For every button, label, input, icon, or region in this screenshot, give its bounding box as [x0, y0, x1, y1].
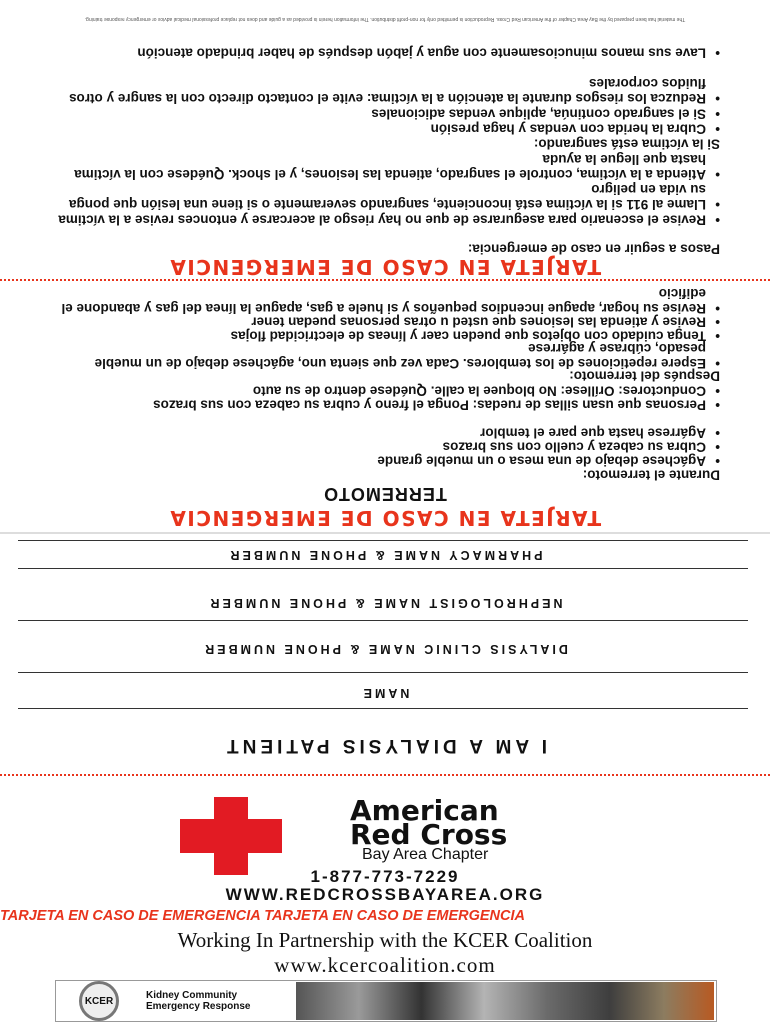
bleeding-heading: Si la víctima está sangrando:	[533, 136, 720, 152]
after-item-2: • Tenga cuidado con objetos que pueden caer y líneas de electricidad flojas	[230, 328, 720, 344]
after-item-4-text: Revise su hogar, apague incendios pequeños y si huele a gas, apague la línea del gas y abandone el edificio	[61, 286, 706, 317]
chapter-name: Bay Area Chapter	[362, 846, 489, 863]
earthquake-title: TARJETA EN CASO DE EMERGENCIA	[168, 506, 602, 530]
bleeding-item-2: • Si el sangrado continúa, aplique vendas adicionales	[371, 106, 720, 122]
during-item-3: • Agárrese hasta que pare el temblor	[480, 425, 720, 441]
step-3: • Atienda a la víctima, controle el sangrado, atienda las lesiones, y el shock. Quédese con la víctima hasta que llegue la ayuda	[74, 152, 720, 183]
pharmacy-line-bottom[interactable]	[18, 568, 748, 569]
step-2: • Llame al 911 si la víctima está inconciente, sangrando severamente o si tiene una lesión que ponga su vida en peligro	[69, 182, 720, 213]
during-item-3-text: Agárrese hasta que pare el temblor	[480, 425, 706, 441]
after-item-4: • Revise su hogar, apague incendios pequeños y si huele a gas, apague la línea del gas y abandone el edificio	[61, 286, 720, 317]
during-item-4: • Personas que usan sillas de ruedas: Ponga el freno y cubra su cabeza con sus brazos	[153, 397, 720, 413]
pharmacy-line-top	[18, 540, 748, 541]
during-item-5: • Conductores: Oríllese: No bloquee la calle. Quédese dentro de su auto	[252, 383, 720, 399]
during-item-1: • Agáchese debajo de una mesa o un mueble grande	[377, 453, 720, 469]
during-item-5-text: Conductores: Oríllese: No bloquee la calle. Quédese dentro de su auto	[252, 383, 706, 399]
bleeding-item-2-text: Si el sangrado continúa, aplique vendas adicionales	[371, 106, 706, 122]
bleeding-item-3-text: Reduzca los riesgos durante la atención a la víctima: evite el contacto directo con la sangre y otros fluidos corporales	[69, 76, 706, 107]
pharmacy-field-label: PHARMACY NAME & PHONE NUMBER	[227, 548, 543, 562]
disaster-photo-strip	[296, 982, 714, 1020]
bleeding-item-4-text: Lave sus manos minuciosamente con agua y jabón después de haber brindado atención	[137, 45, 706, 61]
divider-3	[0, 774, 770, 776]
steps-heading: Pasos a seguir en caso de emergencia:	[467, 241, 720, 257]
during-item-2: • Cubra su cabeza y cuello con sus brazos	[442, 439, 720, 455]
during-item-1-text: Agáchese debajo de una mesa o un mueble grande	[377, 453, 706, 469]
nephrologist-line[interactable]	[18, 620, 748, 621]
after-item-3: • Revise y atienda las lesiones que usted u otras personas puedan tener	[251, 314, 720, 330]
bleeding-item-1: • Cubra la herida con vendas y haga presión	[430, 121, 720, 137]
divider-1	[0, 279, 770, 281]
after-item-3-text: Revise y atienda las lesiones que usted u otras personas puedan tener	[251, 314, 706, 330]
name-line[interactable]	[18, 708, 748, 709]
org-name-line2: Red Cross	[350, 818, 508, 851]
during-heading: Durante el terremoto:	[582, 467, 720, 483]
after-item-1-text: Espere repeticiones de los temblores. Cada vez que sienta uno, agáchese debajo de un mueble pesado, cúbrase y agárrese	[94, 341, 706, 372]
bleeding-item-3: • Reduzca los riesgos durante la atención a la víctima: evite el contacto directo con la sangre y otros fluidos corporales	[69, 76, 720, 107]
first-aid-title: TARJETA EN CASO DE EMERGENCIA	[168, 255, 602, 279]
earthquake-subtitle: TERREMOTO	[323, 484, 447, 504]
after-item-1: • Espere repeticiones de los temblores. Cada vez que sienta uno, agáchese debajo de un mueble pesado, cúbrase y agárrese	[94, 341, 720, 372]
kcer-name-line1: Kidney Community	[146, 990, 238, 1001]
org-name-line1: American	[350, 794, 499, 827]
kcer-seal-icon	[56, 981, 142, 1021]
name-field-label: NAME	[360, 686, 410, 700]
phone-number: 1-877-773-7229	[310, 867, 460, 886]
clinic-line[interactable]	[18, 672, 748, 673]
step-2-text: Llame al 911 si la víctima está inconciente, sangrando severamente o si tiene una lesión que ponga su vida en peligro	[69, 182, 706, 213]
kcer-name	[146, 990, 296, 1012]
partnership-text: Working In Partnership with the KCER Coalition	[177, 928, 593, 952]
step-3-text: Atienda a la víctima, controle el sangrado, atienda las lesiones, y el shock. Quédese con la víctima hasta que llegue la ayuda	[74, 152, 706, 183]
fine-print: The material has been prepared by the Bay Area Chapter of the American Red Cross. Reproduction is permitted only for non-profit distribution. The information herein is provided as a guide and does not replace professional medical advice or emergency response training.	[84, 16, 686, 22]
nephrologist-field-label: NEPHROLOGIST NAME & PHONE NUMBER	[207, 596, 563, 610]
kcer-logo-strip	[55, 980, 717, 1022]
red-cross-logo-icon	[180, 797, 282, 875]
red-cross-website: WWW.REDCROSSBAYAREA.ORG	[225, 885, 545, 904]
during-item-2-text: Cubra su cabeza y cuello con sus brazos	[442, 439, 706, 455]
step-1-text: Revise el escenario para asegurarse de que no hay riesgo al acercarse y entonces revise a la víctima	[58, 212, 706, 228]
emergency-banner: TARJETA EN CASO DE EMERGENCIA TARJETA EN CASO DE EMERGENCIA	[0, 908, 525, 924]
after-heading: Después del terremoto:	[569, 368, 720, 384]
divider-2	[0, 532, 770, 534]
kcer-name-line2: Emergency Response	[146, 1001, 251, 1012]
bleeding-item-4: • Lave sus manos minuciosamente con agua y jabón después de haber brindado atención	[137, 45, 720, 61]
bleeding-item-1-text: Cubra la herida con vendas y haga presión	[430, 121, 706, 137]
clinic-field-label: DIALYSIS CLINIC NAME & PHONE NUMBER	[202, 642, 568, 656]
dialysis-patient-heading: I AM A DIALYSIS PATIENT	[223, 735, 547, 756]
during-item-4-text: Personas que usan sillas de ruedas: Ponga el freno y cubra su cabeza con sus brazos	[153, 397, 706, 413]
kcer-website: www.kcercoalition.com	[274, 953, 496, 977]
step-1: • Revise el escenario para asegurarse de que no hay riesgo al acercarse y entonces revise a la víctima	[58, 212, 720, 228]
after-item-2-text: Tenga cuidado con objetos que pueden caer y líneas de electricidad flojas	[230, 328, 706, 344]
kcer-seal-text: KCER	[84, 995, 114, 1007]
